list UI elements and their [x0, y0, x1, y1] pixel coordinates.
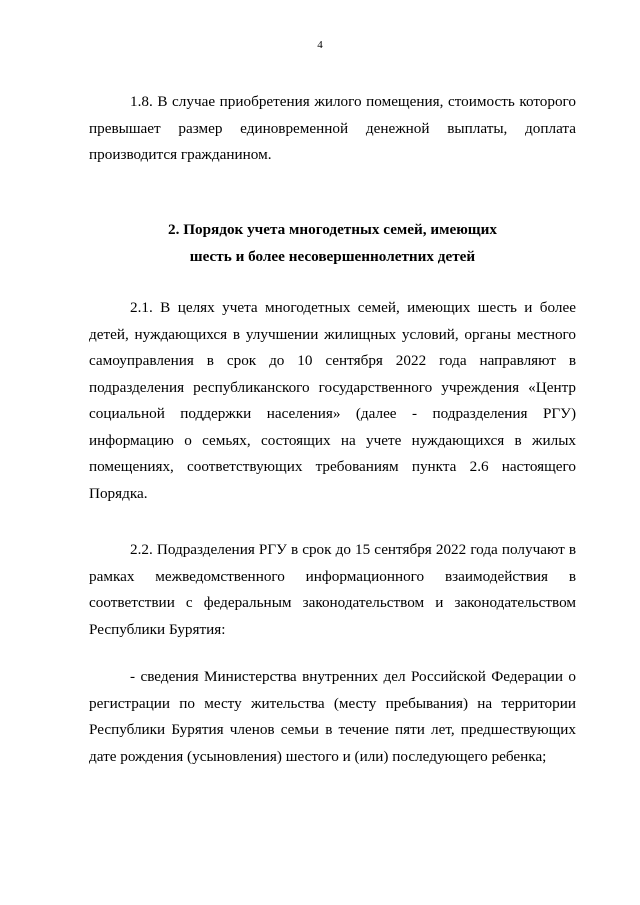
paragraph-2-1: 2.1. В целях учета многодетных семей, имеющих шесть и более детей, нуждающихся в улучшении жилищных условий, органы местного самоуправления в срок до 10 сентября 2022 года направляют в подразделения республиканского государственного учреждения «Центр социальной поддержки населения» (далее - подразделения РГУ) информацию о семьях, состоящих на учете нуждающихся в жилых помещениях, соответствующих требованиям пункта 2.6 настоящего Порядка.: [89, 299, 576, 502]
page-number: 4: [317, 39, 323, 51]
paragraph-1-8-block: [89, 89, 576, 169]
paragraph-1-8: 1.8. В случае приобретения жилого помещения, стоимость которого превышает размер единовременной денежной выплаты, доплата производится гражданином.: [89, 93, 576, 163]
section-2-heading-line-1: 2. Порядок учета многодетных семей, имеющих: [168, 221, 497, 238]
paragraph-2-1-block: [89, 295, 576, 507]
paragraph-2-2-block: [89, 537, 576, 643]
bullet-paragraph-block: [89, 664, 576, 770]
section-2-heading: [89, 217, 576, 270]
bullet-paragraph-mvd: - сведения Министерства внутренних дел Российской Федерации о регистрации по месту жительства (месту пребывания) на территории Республики Бурятия членов семьи в течение пяти лет, предшествующих дате рождения (усыновления) шестого и (или) последующего ребенка;: [89, 668, 576, 765]
paragraph-2-2: 2.2. Подразделения РГУ в срок до 15 сентября 2022 года получают в рамках межведомственного информационного взаимодействия в соответствии с федеральным законодательством и законодательством Республики Бурятия:: [89, 541, 576, 638]
section-2-heading-line-2: шесть и более несовершеннолетних детей: [189, 247, 476, 265]
